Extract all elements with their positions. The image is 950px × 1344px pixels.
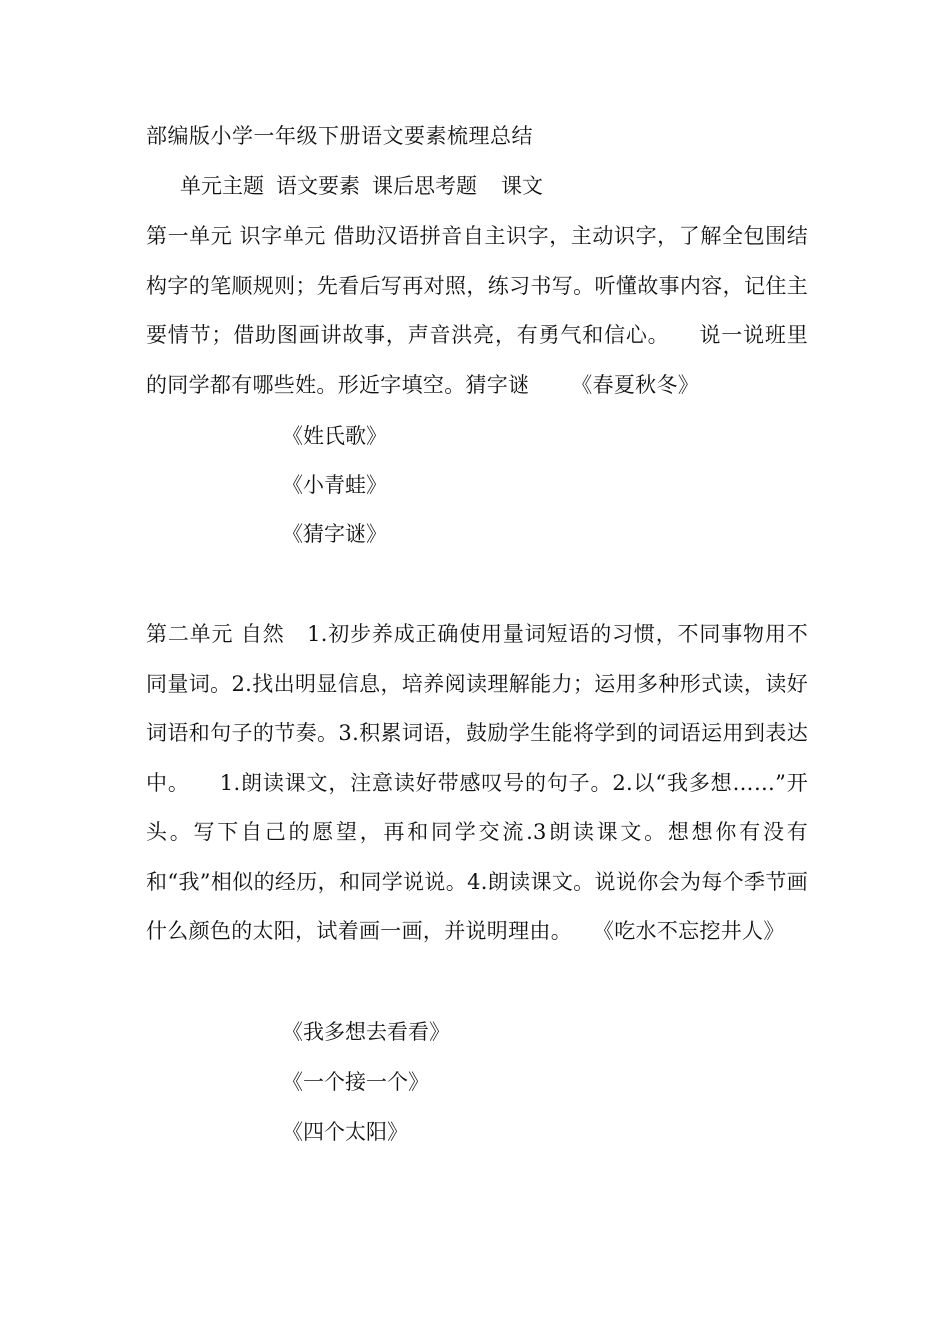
header-theme: 单元主题 xyxy=(180,174,264,198)
unit-1-questions: 说一说班里的同学都有哪些姓。形近字填空。猜字谜 xyxy=(146,323,809,397)
unit-2-questions: 1.朗读课文，注意读好带感叹号的句子。2.以“我多想……”开头。写下自己的愿望，再和同学交流.3朗读课文。想想你有没有和“我”相似的经历，和同学说说。4.朗读课文。说说你会为每个季节画什么颜色的太阳，试着画一画，并说明理由。 xyxy=(146,770,808,943)
unit-1-name: 第一单元 xyxy=(146,224,233,248)
unit-2-theme: 自然 xyxy=(240,622,285,646)
header-texts: 课文 xyxy=(501,174,543,198)
header-questions: 课后思考题 xyxy=(372,174,477,198)
document-title: 部编版小学一年级下册语文要素梳理总结 xyxy=(146,124,533,148)
table-header-row xyxy=(180,170,543,202)
unit-2-lesson-4: 《四个太阳》 xyxy=(282,1120,408,1144)
unit-1-elements: 借助汉语拼音自主识字，主动识字，了解全包围结构字的笔顺规则；先看后写再对照，练习书写。听懂故事内容，记住主要情节；借助图画讲故事，声音洪亮，有勇气和信心。 xyxy=(146,224,809,347)
unit-1-lesson-1: 《春夏秋冬》 xyxy=(571,372,700,397)
unit-2-name: 第二单元 xyxy=(146,622,234,646)
unit-2-lesson-3: 《一个接一个》 xyxy=(282,1070,429,1094)
unit-2-lesson-1: 《吃水不忘挖井人》 xyxy=(592,919,785,943)
header-elements: 语文要素 xyxy=(276,174,360,198)
unit-1-lesson-3: 《小青蛙》 xyxy=(282,473,387,497)
unit-2-elements: 1.初步养成正确使用量词短语的习惯，不同事物用不同量词。2.找出明显信息，培养阅读理解能力；运用多种形式读，读好词语和句子的节奏。3.积累词语，鼓励学生能将学到的词语运用到表达中。 xyxy=(146,622,809,795)
unit-1-theme: 识字单元 xyxy=(239,224,327,248)
unit-1-lesson-4: 《猜字谜》 xyxy=(282,522,387,546)
unit-2-lesson-2: 《我多想去看看》 xyxy=(282,1020,450,1044)
unit-1-paragraph xyxy=(146,212,808,410)
unit-1-lesson-2: 《姓氏歌》 xyxy=(282,424,387,448)
unit-2-paragraph xyxy=(146,610,808,957)
